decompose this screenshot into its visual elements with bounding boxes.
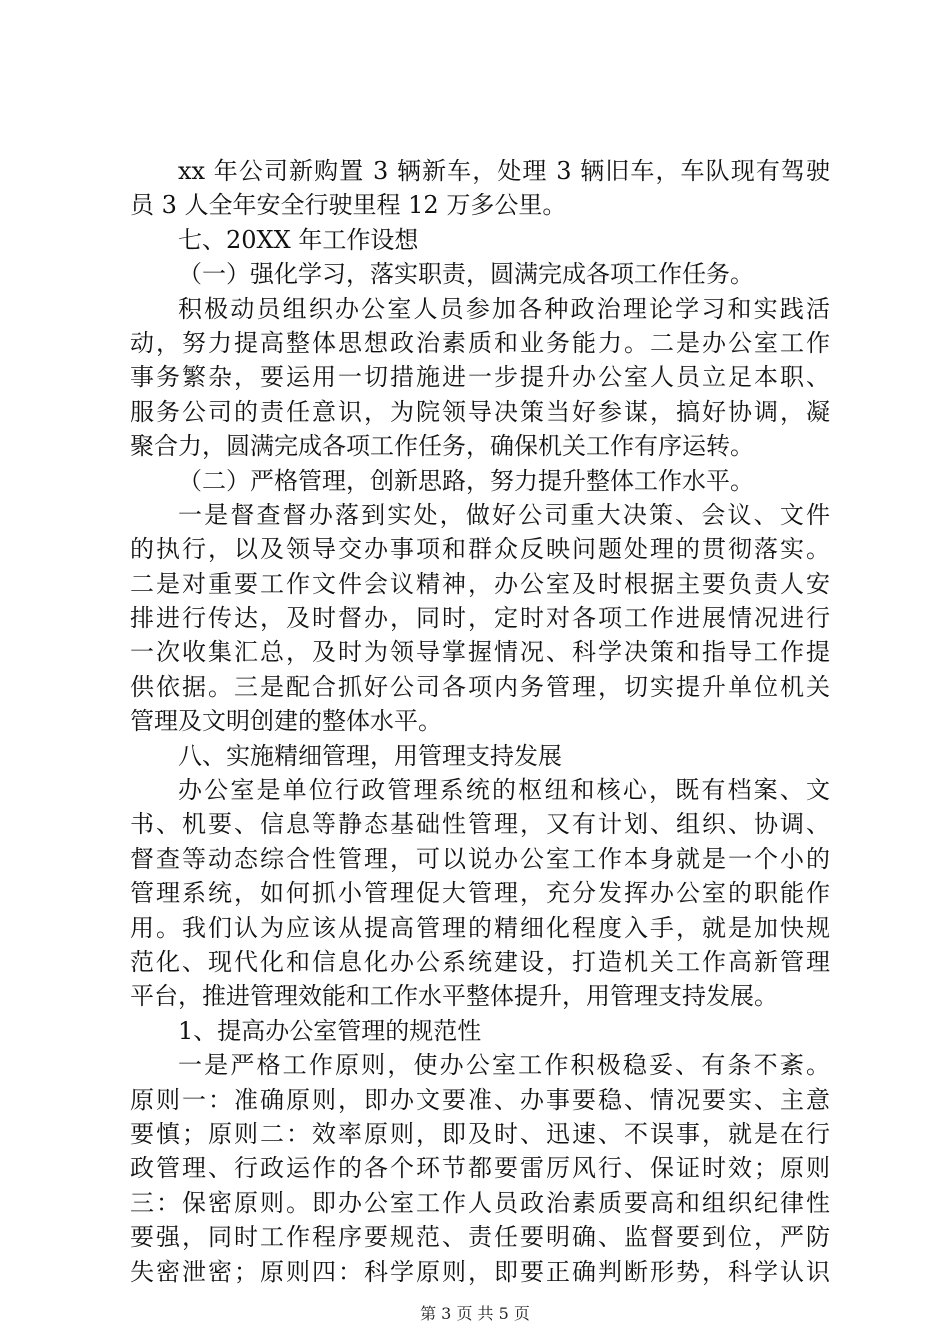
text-line: 供依据。三是配合抓好公司各项内务管理，切实提升单位机关: [130, 672, 830, 701]
text-line: 平台，推进管理效能和工作水平整体提升，用管理支持发展。: [130, 982, 778, 1011]
text-line: 原则一：准确原则，即办文要准、办事要稳、情况要实、主意: [130, 1085, 830, 1114]
text-line: xx 年公司新购置 3 辆新车，处理 3 辆旧车，车队现有驾驶: [178, 157, 830, 185]
text-line: 一是严格工作原则，使办公室工作积极稳妥、有条不紊。: [178, 1051, 830, 1080]
text-line: 积极动员组织办公室人员参加各种政治理论学习和实践活: [178, 294, 830, 323]
page-footer: 第 3 页 共 5 页: [420, 1304, 530, 1323]
text-line: 用。我们认为应该从提高管理的精细化程度入手，就是加快规: [130, 913, 830, 942]
text-line: 员 3 人全年安全行驶里程 12 万多公里。: [130, 191, 567, 220]
text-line: 三：保密原则。即办公室工作人员政治素质要高和组织纪律性: [130, 1188, 830, 1217]
text-line: 一是督查督办落到实处，做好公司重大决策、会议、文件: [178, 500, 830, 529]
text-line: 管理及文明创建的整体水平。: [130, 707, 442, 736]
text-line: 要慎；原则二：效率原则，即及时、迅速、不误事，就是在行: [130, 1119, 830, 1148]
text-line: 书、机要、信息等静态基础性管理，又有计划、组织、协调、: [130, 810, 830, 839]
text-line: 一次收集汇总，及时为领导掌握情况、科学决策和指导工作提: [130, 638, 830, 667]
text-line: 动，努力提高整体思想政治素质和业务能力。二是办公室工作: [130, 328, 830, 357]
text-line: （二）严格管理，创新思路，努力提升整体工作水平。: [178, 466, 754, 495]
text-line: 事务繁杂，要运用一切措施进一步提升办公室人员立足本职、: [130, 363, 830, 392]
text-line: 七、20XX 年工作设想: [178, 225, 419, 254]
text-line: 八、实施精细管理，用管理支持发展: [178, 741, 562, 770]
text-line: 范化、现代化和信息化办公系统建设，打造机关工作高新管理: [130, 947, 830, 976]
text-line: 聚合力，圆满完成各项工作任务，确保机关工作有序运转。: [130, 432, 754, 461]
text-line: 服务公司的责任意识，为院领导决策当好参谋，搞好协调，凝: [130, 397, 830, 426]
text-line: （一）强化学习，落实职责，圆满完成各项工作任务。: [178, 260, 754, 289]
document-body: [130, 154, 830, 1289]
text-line: 二是对重要工作文件会议精神，办公室及时根据主要负责人安: [130, 569, 830, 598]
text-line: 要强，同时工作程序要规范、责任要明确、监督要到位，严防: [130, 1223, 830, 1252]
text-line: 管理系统，如何抓小管理促大管理，充分发挥办公室的职能作: [130, 879, 830, 908]
text-line: 失密泄密；原则四：科学原则，即要正确判断形势，科学认识: [130, 1257, 830, 1286]
text-line: 政管理、行政运作的各个环节都要雷厉风行、保证时效；原则: [130, 1154, 830, 1183]
text-line: 的执行，以及领导交办事项和群众反映问题处理的贯彻落实。: [130, 535, 830, 564]
text-line: 1、提高办公室管理的规范性: [178, 1016, 482, 1045]
text-line: 办公室是单位行政管理系统的枢纽和核心，既有档案、文: [178, 776, 830, 805]
text-line: 排进行传达，及时督办，同时，定时对各项工作进展情况进行: [130, 604, 830, 633]
text-line: 督查等动态综合性管理，可以说办公室工作本身就是一个小的: [130, 844, 830, 873]
